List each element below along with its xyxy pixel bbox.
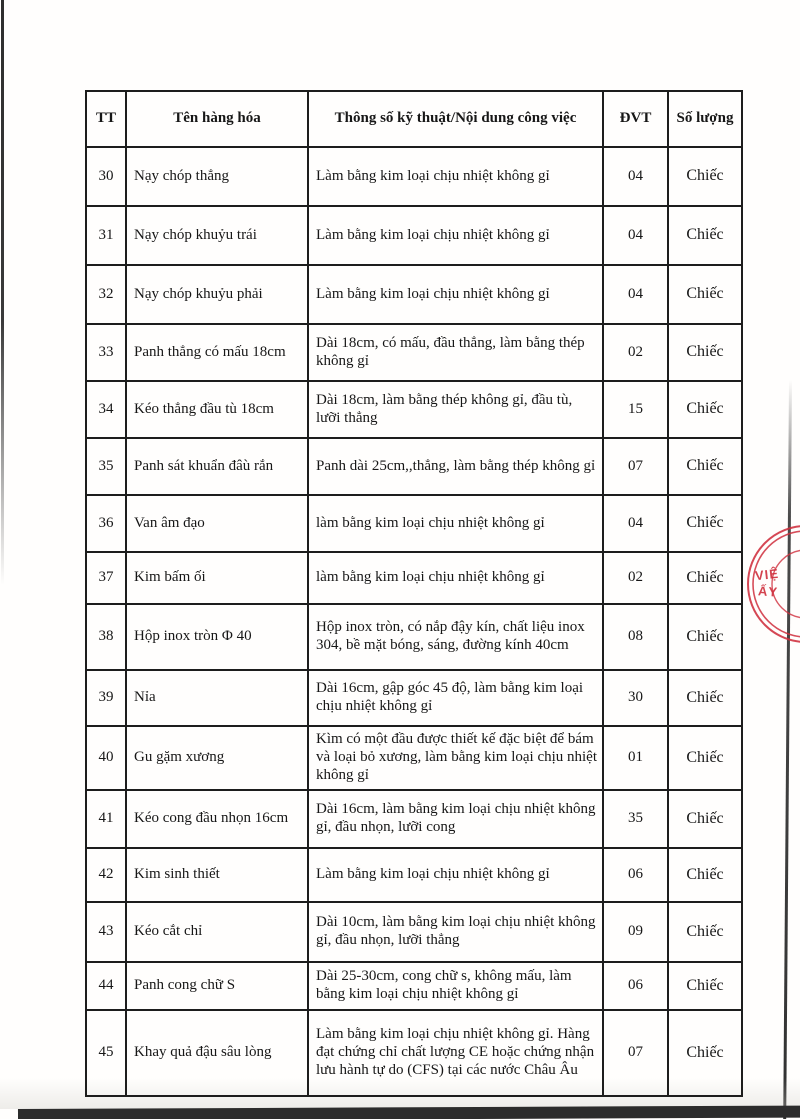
row-number-cell: 38 (86, 604, 126, 670)
row-number-cell: 39 (86, 670, 126, 726)
table-row (86, 848, 742, 902)
goods-table (85, 90, 743, 1097)
quantity-cell: Chiếc (668, 848, 742, 902)
unit-cell: 09 (603, 902, 668, 962)
item-spec-cell: Làm bằng kim loại chịu nhiệt không gỉ (308, 848, 603, 902)
item-name-cell: Nạy chóp khuỷu phải (126, 265, 308, 324)
item-spec-cell: Dài 18cm, có mấu, đầu thẳng, làm bằng thép không gỉ (308, 324, 603, 381)
table-row (86, 552, 742, 604)
table-header (86, 91, 742, 147)
table-body (86, 147, 742, 1096)
quantity-cell: Chiếc (668, 381, 742, 438)
item-spec-cell: Hộp inox tròn, có nắp đậy kín, chất liệu inox 304, bề mặt bóng, sáng, đường kính 40cm (308, 604, 603, 670)
quantity-cell: Chiếc (668, 206, 742, 265)
unit-cell: 15 (603, 381, 668, 438)
quantity-cell: Chiếc (668, 962, 742, 1010)
item-name-cell: Gu gặm xương (126, 726, 308, 790)
unit-cell: 01 (603, 726, 668, 790)
quantity-cell: Chiếc (668, 604, 742, 670)
item-spec-cell: Dài 25-30cm, cong chữ s, không mấu, làm bằng kim loại chịu nhiệt không gỉ (308, 962, 603, 1010)
table-row (86, 147, 742, 206)
item-spec-cell: Làm bằng kim loại chịu nhiệt không gỉ. Hàng đạt chứng chỉ chất lượng CE hoặc chứng nhận lưu hành tự do (CFS) tại các nước Châu Âu (308, 1010, 603, 1096)
item-spec-cell: Dài 16cm, làm bằng kim loại chịu nhiệt không gỉ, đầu nhọn, lưỡi cong (308, 790, 603, 848)
scan-edge-left (1, 0, 4, 585)
unit-cell: 04 (603, 495, 668, 552)
quantity-cell: Chiếc (668, 324, 742, 381)
official-stamp (738, 505, 800, 665)
table-row (86, 324, 742, 381)
stamp-circle-icon (738, 505, 800, 665)
item-spec-cell: Panh dài 25cm,,thẳng, làm bằng thép không gỉ (308, 438, 603, 495)
unit-cell: 35 (603, 790, 668, 848)
stamp-text-fragment: ẤY (757, 583, 779, 600)
quantity-cell: Chiếc (668, 1010, 742, 1096)
table-row (86, 902, 742, 962)
row-number-cell: 43 (86, 902, 126, 962)
table-row (86, 438, 742, 495)
row-number-cell: 30 (86, 147, 126, 206)
item-name-cell: Kim bấm ối (126, 552, 308, 604)
table-row (86, 604, 742, 670)
table-row (86, 265, 742, 324)
table-row (86, 670, 742, 726)
header-thong-so: Thông số kỹ thuật/Nội dung công việc (308, 91, 603, 147)
table-row (86, 726, 742, 790)
table-row (86, 381, 742, 438)
item-name-cell: Kéo cắt chỉ (126, 902, 308, 962)
quantity-cell: Chiếc (668, 495, 742, 552)
row-number-cell: 42 (86, 848, 126, 902)
row-number-cell: 40 (86, 726, 126, 790)
item-name-cell: Nạy chóp khuỷu trái (126, 206, 308, 265)
quantity-cell: Chiếc (668, 265, 742, 324)
item-name-cell: Kéo thẳng đầu tù 18cm (126, 381, 308, 438)
item-name-cell: Khay quả đậu sâu lòng (126, 1010, 308, 1096)
unit-cell: 04 (603, 206, 668, 265)
item-name-cell: Hộp inox tròn Φ 40 (126, 604, 308, 670)
header-tt: TT (86, 91, 126, 147)
table-row (86, 962, 742, 1010)
table-row (86, 790, 742, 848)
stamp-text-fragment: VIỆ (754, 565, 780, 584)
unit-cell: 06 (603, 962, 668, 1010)
row-number-cell: 32 (86, 265, 126, 324)
row-number-cell: 44 (86, 962, 126, 1010)
item-spec-cell: Dài 16cm, gập góc 45 độ, làm bằng kim loại chịu nhiệt không gỉ (308, 670, 603, 726)
quantity-cell: Chiếc (668, 902, 742, 962)
item-spec-cell: Dài 18cm, làm bằng thép không gỉ, đầu tù, lưỡi thẳng (308, 381, 603, 438)
item-name-cell: Van âm đạo (126, 495, 308, 552)
unit-cell: 07 (603, 1010, 668, 1096)
item-spec-cell: Làm bằng kim loại chịu nhiệt không gỉ (308, 206, 603, 265)
unit-cell: 07 (603, 438, 668, 495)
item-spec-cell: làm bằng kim loại chịu nhiệt không gỉ (308, 552, 603, 604)
row-number-cell: 45 (86, 1010, 126, 1096)
row-number-cell: 31 (86, 206, 126, 265)
quantity-cell: Chiếc (668, 670, 742, 726)
item-spec-cell: Làm bằng kim loại chịu nhiệt không gỉ (308, 147, 603, 206)
item-name-cell: Kim sinh thiết (126, 848, 308, 902)
unit-cell: 02 (603, 552, 668, 604)
item-spec-cell: làm bằng kim loại chịu nhiệt không gỉ (308, 495, 603, 552)
row-number-cell: 33 (86, 324, 126, 381)
row-number-cell: 34 (86, 381, 126, 438)
quantity-cell: Chiếc (668, 552, 742, 604)
unit-cell: 04 (603, 147, 668, 206)
item-name-cell: Panh thẳng có mấu 18cm (126, 324, 308, 381)
row-number-cell: 41 (86, 790, 126, 848)
item-spec-cell: Kìm có một đầu được thiết kế đặc biệt để bám và loại bỏ xương, làm bằng kim loại chịu nhiệt không gỉ (308, 726, 603, 790)
row-number-cell: 37 (86, 552, 126, 604)
unit-cell: 04 (603, 265, 668, 324)
unit-cell: 06 (603, 848, 668, 902)
quantity-cell: Chiếc (668, 147, 742, 206)
item-spec-cell: Dài 10cm, làm bằng kim loại chịu nhiệt không gỉ, đầu nhọn, lưỡi thẳng (308, 902, 603, 962)
row-number-cell: 36 (86, 495, 126, 552)
item-name-cell: Nạy chóp thẳng (126, 147, 308, 206)
unit-cell: 08 (603, 604, 668, 670)
row-number-cell: 35 (86, 438, 126, 495)
unit-cell: 02 (603, 324, 668, 381)
quantity-cell: Chiếc (668, 438, 742, 495)
quantity-cell: Chiếc (668, 790, 742, 848)
scan-edge-right (783, 380, 791, 1119)
unit-cell: 30 (603, 670, 668, 726)
item-name-cell: Panh cong chữ S (126, 962, 308, 1010)
table-row (86, 206, 742, 265)
item-name-cell: Panh sát khuẩn đâù rắn (126, 438, 308, 495)
quantity-cell: Chiếc (668, 726, 742, 790)
header-dvt: ĐVT (603, 91, 668, 147)
table-row (86, 495, 742, 552)
header-ten-hang-hoa: Tên hàng hóa (126, 91, 308, 147)
scan-edge-bottom (18, 1106, 800, 1119)
item-name-cell: Kéo cong đầu nhọn 16cm (126, 790, 308, 848)
item-spec-cell: Làm bằng kim loại chịu nhiệt không gỉ (308, 265, 603, 324)
header-so-luong: Số lượng (668, 91, 742, 147)
table-row (86, 1010, 742, 1096)
item-name-cell: Nỉa (126, 670, 308, 726)
